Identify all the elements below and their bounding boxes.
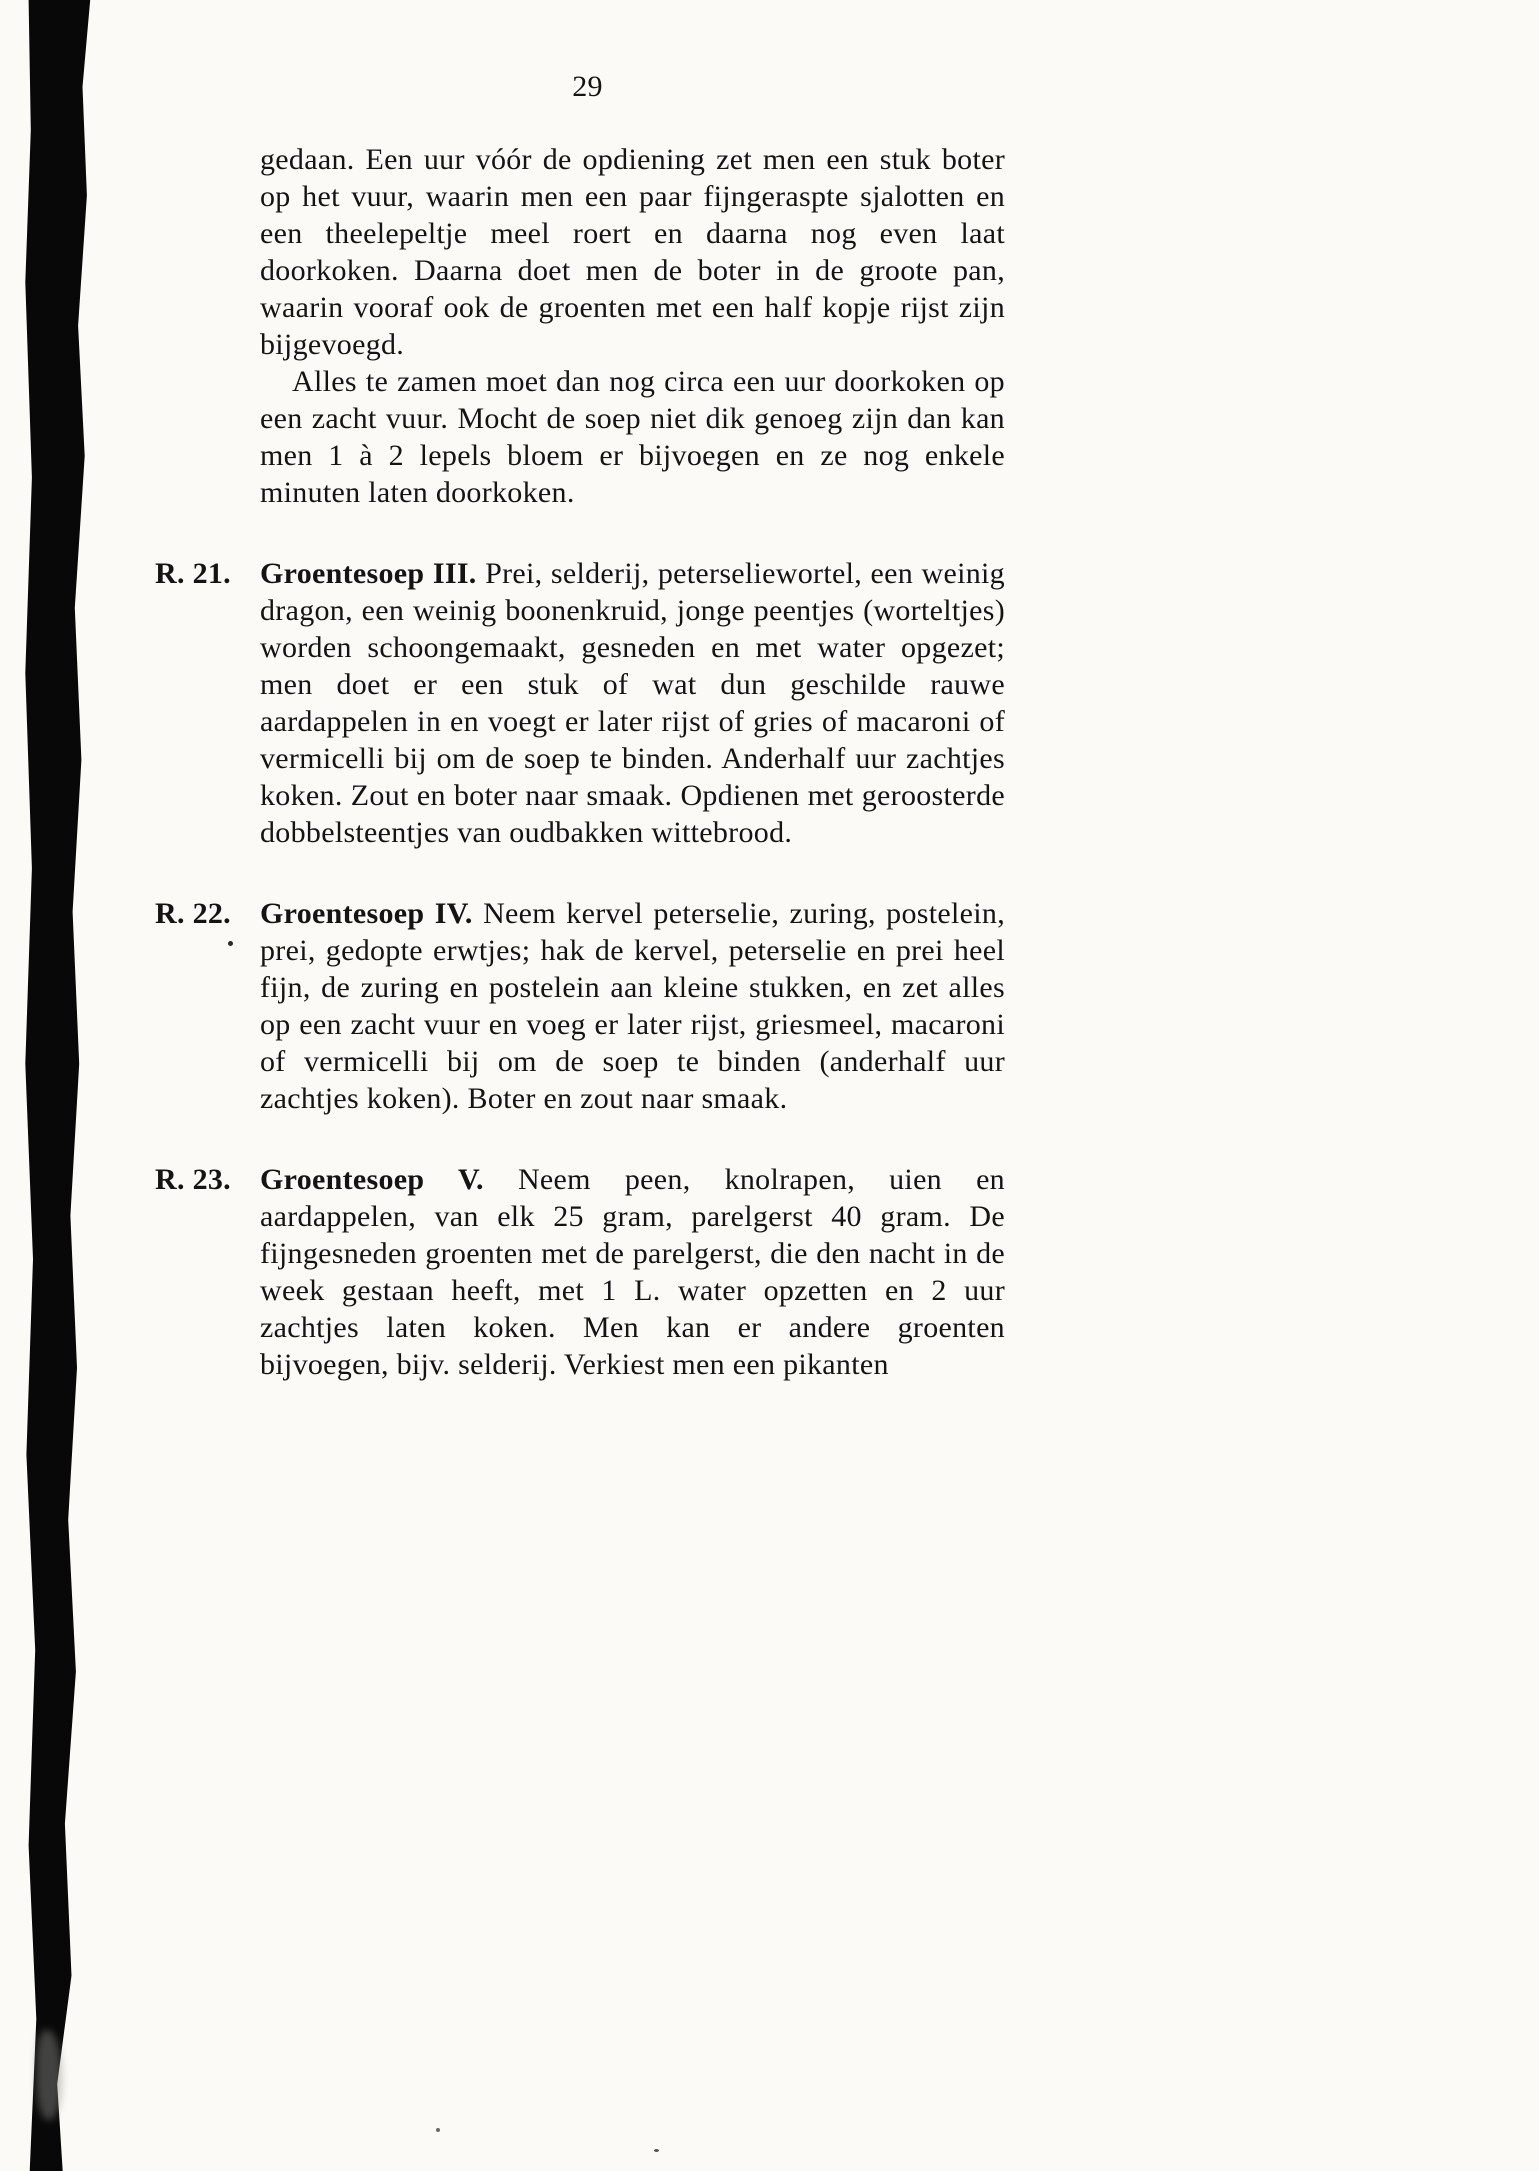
recipe-body	[260, 555, 1005, 851]
recipe-entry	[155, 555, 1005, 851]
recipe-label: R. 21.	[155, 557, 231, 590]
recipe-text: Prei, selderij, peterseliewortel, een weinig dragon, een weinig boonenkruid, jonge peentjes (worteltjes) worden schoongemaakt, gesneden en met water opgezet; men doet er een stuk of wat dun geschilde rauwe aardappelen in en voegt er later rijst of gries of macaroni of vermicelli bij om de soep te binden. Anderhalf uur zachtjes koken. Zout en boter naar smaak. Opdienen met geroosterde dobbelsteentjes van oudbakken wittebrood.	[260, 557, 1005, 849]
recipe-body	[260, 1161, 1005, 1383]
recipe-label: R. 22.	[155, 897, 231, 930]
recipe-body	[260, 895, 1005, 1117]
paragraph: Alles te zamen moet dan nog circa een uur doorkoken op een zacht vuur. Mocht de soep niet dik genoeg zijn dan kan men 1 à 2 lepels bloem er bijvoegen en ze nog enkele minuten laten doorkoken.	[260, 365, 1005, 509]
recipe-entry	[155, 895, 1005, 1117]
page-number: 29	[572, 70, 603, 103]
scan-speck	[654, 2149, 659, 2152]
recipe-title: Groentesoep III.	[260, 557, 477, 590]
recipe-title: Groentesoep V.	[260, 1163, 484, 1196]
recipe-entry	[155, 1161, 1005, 1383]
scan-speck	[228, 941, 233, 946]
recipe-text: Neem peen, knolrapen, uien en aardappelen, van elk 25 gram, parelgerst 40 gram. De fijngesneden groenten met de parelgerst, die den nacht in de week gestaan heeft, met 1 L. water opzetten en 2 uur zachtjes laten koken. Men kan er andere groenten bijvoegen, bijv. selderij. Verkiest men een pikanten	[260, 1163, 1005, 1381]
binding-shadow	[0, 0, 110, 2171]
recipe-title: Groentesoep IV.	[260, 897, 473, 930]
scan-speck	[436, 2128, 440, 2132]
recipe-label: R. 23.	[155, 1163, 231, 1196]
page-content	[155, 68, 1005, 1383]
recipe-text: Neem kervel peterselie, zuring, postelein, prei, gedopte erwtjes; hak de kervel, peterselie en prei heel fijn, de zuring en postelein aan kleine stukken, en zet alles op een zacht vuur en voeg er later rijst, griesmeel, macaroni of vermicelli bij om de soep te binden (anderhalf uur zachtjes koken). Boter en zout naar smaak.	[260, 897, 1005, 1115]
paragraph-continuation: gedaan. Een uur vóór de opdiening zet men een stuk boter op het vuur, waarin men een paar fijngeraspte sjalotten en een theelepeltje meel roert en daarna nog even laat doorkoken. Daarna doet men de boter in de groote pan, waarin vooraf ook de groenten met een half kopje rijst zijn bijgevoegd.	[260, 143, 1005, 361]
